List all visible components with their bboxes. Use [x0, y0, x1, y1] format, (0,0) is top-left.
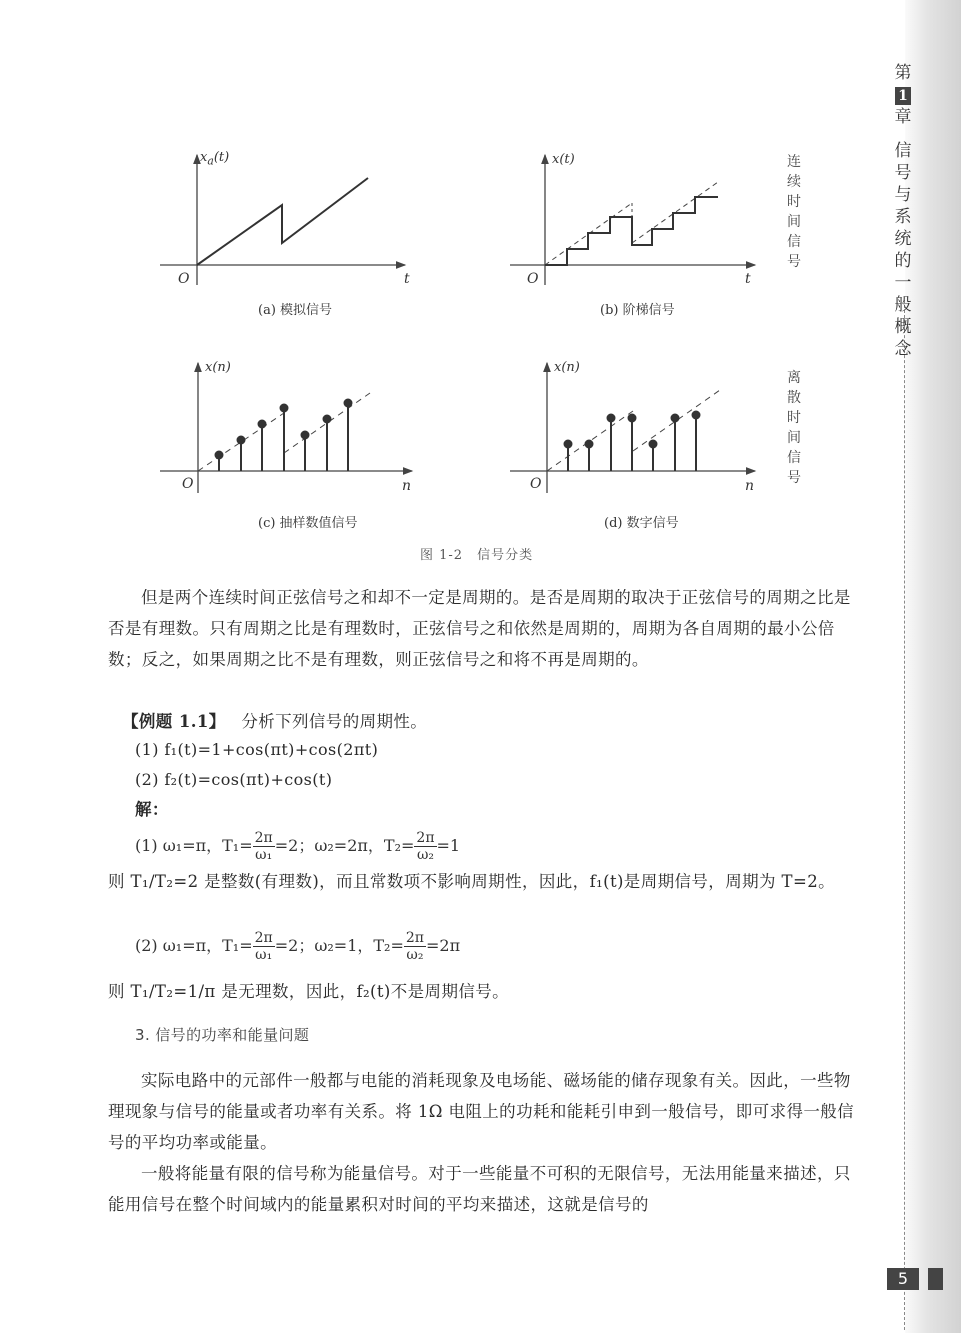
paragraph-power-energy: 实际电路中的元部件一般都与电能的消耗现象及电场能、磁场能的储存现象有关。因此，一些物理现象与信号的能量或者功率有关系。将 1Ω 电阻上的功耗和能耗引申到一般信号，即可求得一般信号的平均功率或能量。	[108, 1071, 855, 1152]
solution-label: 解：	[135, 800, 169, 819]
origin-label: O	[527, 271, 539, 287]
figure-a-caption: (a) 模拟信号	[258, 303, 333, 318]
figure-d-digital-signal	[500, 355, 770, 505]
page-marker-block	[928, 1268, 943, 1290]
example-item-1: (1) f₁(t)=1+cos(πt)+cos(2πt)	[135, 740, 379, 759]
example-item-2: (2) f₂(t)=cos(πt)+cos(t)	[135, 770, 333, 789]
section-heading: 3. 信号的功率和能量问题	[135, 1026, 310, 1044]
figure-d-caption: (d) 数字信号	[604, 516, 679, 531]
figure-b-caption: (b) 阶梯信号	[600, 303, 675, 318]
solution-1-conclusion: 则 T₁/T₂=2 是整数(有理数)，而且常数项不影响周期性，因此，f₁(t)是周期信号，周期为 T=2。	[108, 872, 835, 891]
chapter-title: 信 号 与 系 统 的 一 般 概 念	[894, 141, 912, 359]
y-axis-label: x(n)	[554, 360, 580, 375]
solution-1-equation: (1) ω₁=π，T₁= $\frac{2\pi}{\text{ω₁}}$ =2；ω₂=2π，T₂= $\frac{2\pi}{\text{ω₂}}$ =1	[135, 830, 461, 863]
figure-a-analog-signal	[150, 145, 420, 295]
margin-dashed-line	[904, 300, 905, 1330]
figure-c-caption: (c) 抽样数值信号	[258, 516, 358, 531]
origin-label: O	[178, 271, 190, 287]
y-axis-label: x(n)	[205, 360, 231, 375]
x-axis-label: n	[402, 478, 412, 494]
solution-2-equation: (2) ω₁=π，T₁= $\frac{2\pi}{\text{ω₁}}$ =2；ω₂=1，T₂= $\frac{2\pi}{\text{ω₂}}$ =2π	[135, 930, 461, 963]
x-axis-label: n	[745, 478, 755, 494]
chapter-suffix: 章	[894, 107, 912, 127]
paragraph-periodicity: 但是两个连续时间正弦信号之和却不一定是周期的。是否是周期的取决于正弦信号的周期之比是否是有理数。只有周期之比是有理数时，正弦信号之和依然是周期的，周期为各自周期的最小公倍数；反之，如果周期之比不是有理数，则正弦信号之和将不再是周期的。	[108, 588, 851, 669]
example-label: 【例题 1.1】	[122, 712, 226, 731]
x-axis-label: t	[745, 271, 751, 287]
origin-label: O	[182, 476, 194, 492]
continuous-group-label: 连 续 时 间 信 号	[787, 154, 801, 270]
chapter-number: 1	[895, 87, 911, 105]
discrete-group-label: 离 散 时 间 信 号	[787, 370, 801, 486]
chapter-prefix: 第	[894, 63, 912, 83]
example-line	[122, 706, 874, 737]
example-text: 分析下列信号的周期性。	[241, 712, 428, 731]
paragraph-energy-signal: 一般将能量有限的信号称为能量信号。对于一些能量不可积的无限信号，无法用能量来描述，只能用信号在整个时间域内的能量累积对时间的平均来描述，这就是信号的	[108, 1164, 851, 1214]
x-axis-label: t	[404, 271, 410, 287]
solution-2-conclusion: 则 T₁/T₂=1/π 是无理数，因此，f₂(t)不是周期信号。	[108, 982, 510, 1001]
figure-c-sampled-signal	[150, 355, 420, 505]
page-number: 5	[887, 1268, 919, 1290]
y-axis-label: x(t)	[552, 152, 575, 167]
figure-caption: 图 1-2 信号分类	[420, 548, 534, 563]
origin-label: O	[530, 476, 542, 492]
chapter-side-tab	[890, 62, 916, 360]
figure-b-staircase-signal	[500, 145, 770, 295]
y-axis-label: $x_a(t)$	[200, 150, 230, 168]
